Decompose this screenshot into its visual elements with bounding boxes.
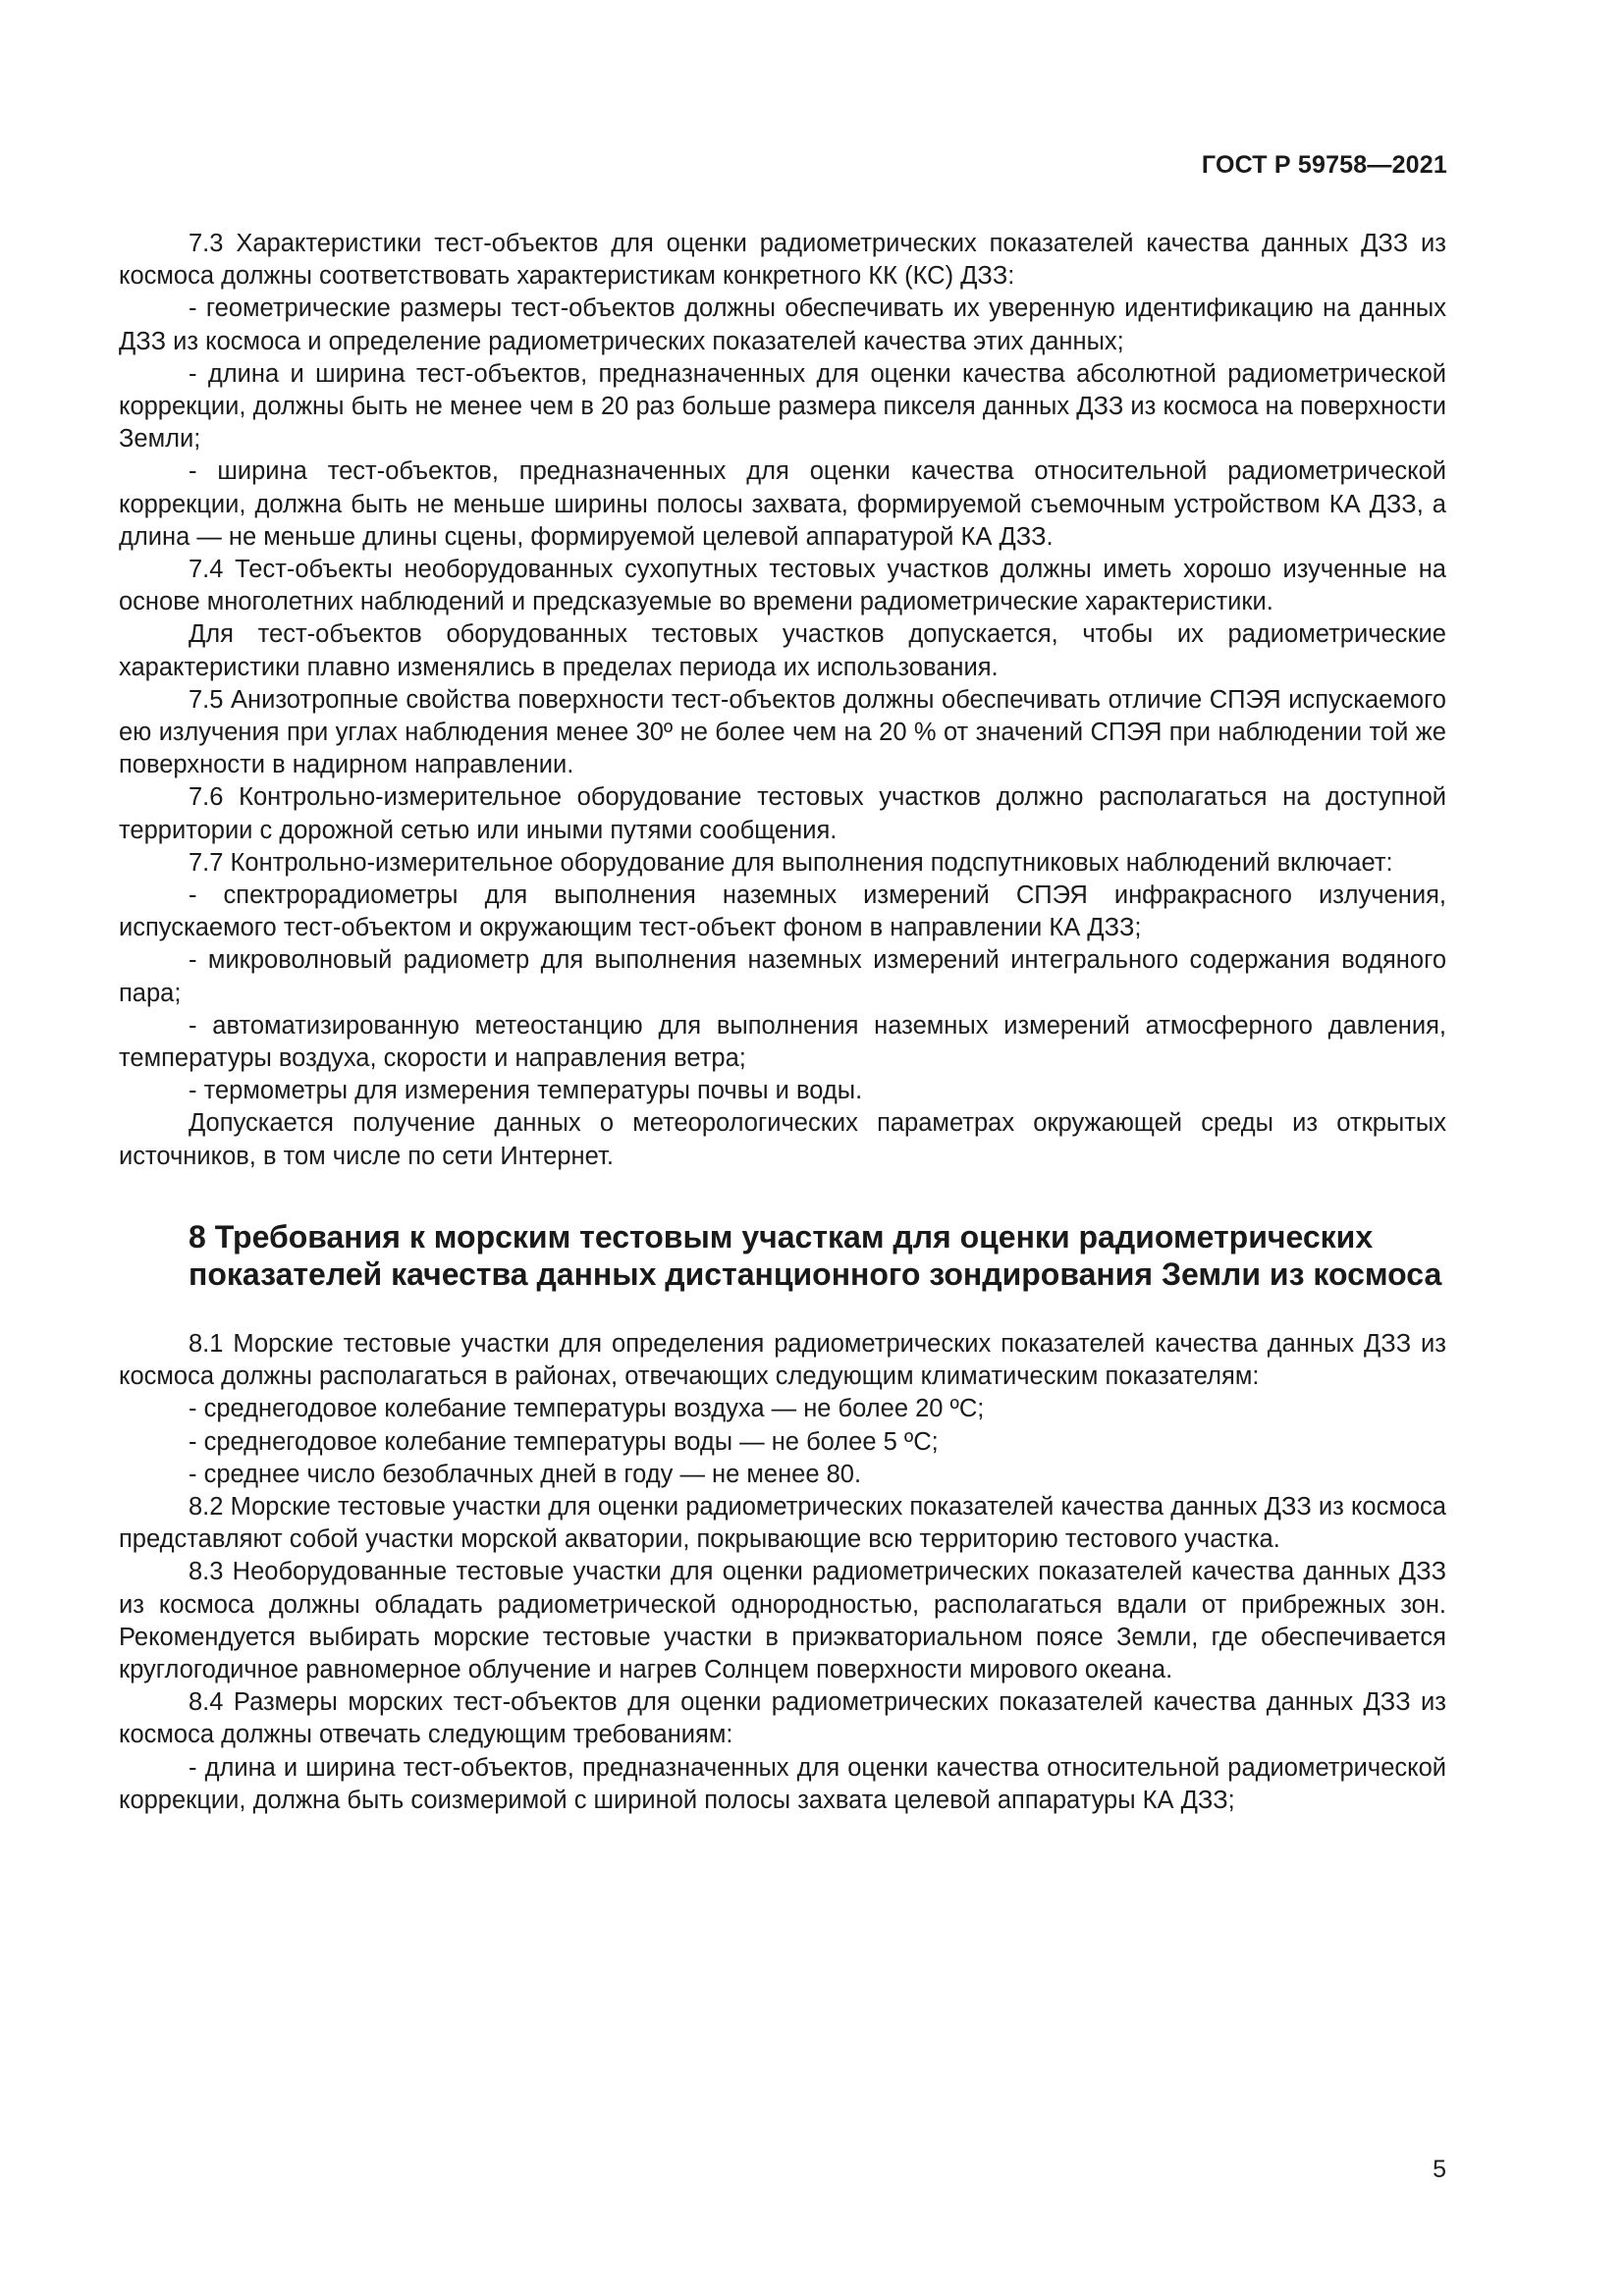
section-8-heading: 8 Требования к морским тестовым участкам для оценки радиометрических показателей качества данных дистанционного зондирования Земли из космоса <box>189 1218 1442 1292</box>
paragraph: 8.4 Размеры морских тест-объектов для оценки радиометрических показателей качества данных ДЗЗ из космоса должны отвечать следующим требованиям: <box>119 1688 1446 1749</box>
paragraph: 7.7 Контрольно-измерительное оборудование для выполнения подспутниковых наблюдений включает: <box>189 848 1393 877</box>
paragraph: 7.4 Тест-объекты необорудованных сухопутных тестовых участков должны иметь хорошо изученные на основе многолетних наблюдений и предсказуемые во времени радиометрические характеристики. <box>119 556 1446 616</box>
paragraph: - среднегодовое колебание температуры воздуха — не более 20 ºС; <box>189 1395 985 1423</box>
page-number: 5 <box>1433 2156 1446 2183</box>
paragraph: - среднегодовое колебание температуры воды — не более 5 ºС; <box>189 1427 939 1456</box>
document-body <box>119 228 1446 1817</box>
paragraph: - среднее число безоблачных дней в году — не менее 80. <box>189 1460 862 1488</box>
paragraph: - термометры для измерения температуры почвы и воды. <box>189 1077 863 1105</box>
paragraph: - длина и ширина тест-объектов, предназначенных для оценки качества абсолютной радиометрической коррекции, должны быть не менее чем в 20 раз больше размера пикселя данных ДЗЗ из космоса на поверхности Земли; <box>119 359 1446 454</box>
section-7 <box>119 228 1446 1173</box>
paragraph: - автоматизированную метеостанцию для выполнения наземных измерений атмосферного давления, температуры воздуха, скорости и направления ветра; <box>119 1011 1446 1073</box>
paragraph: - спектрорадиометры для выполнения наземных измерений СПЭЯ инфракрасного излучения, испускаемого тест-объектом и окружающим тест-объект фоном в направлении КА ДЗЗ; <box>119 881 1446 942</box>
paragraph: 8.1 Морские тестовые участки для определения радиометрических показателей качества данных ДЗЗ из космоса должны располагаться в районах, отвечающих следующим климатическим показателям: <box>119 1329 1446 1391</box>
paragraph: Допускается получение данных о метеорологических параметрах окружающей среды из открытых источников, в том числе по сети Интернет. <box>119 1109 1446 1170</box>
paragraph: - ширина тест-объектов, предназначенных для оценки качества относительной радиометрической коррекции, должна быть не меньше ширины полосы захвата, формируемой съемочным устройством КА ДЗЗ, а длина — не меньше длины сцены, формируемой целевой аппаратурой КА ДЗЗ. <box>119 457 1446 551</box>
paragraph: 8.2 Морские тестовые участки для оценки радиометрических показателей качества данных ДЗЗ из космоса представляют собой участки морской акватории, покрывающие всю территорию тестового участка. <box>119 1492 1446 1554</box>
paragraph: 7.5 Анизотропные свойства поверхности тест-объектов должны обеспечивать отличие СПЭЯ испускаемого ею излучения при углах наблюдения менее 30º не более чем на 20 % от значений СПЭЯ при наблюдении той же поверхности в надирном направлении. <box>119 685 1446 779</box>
paragraph: 7.3 Характеристики тест-объектов для оценки радиометрических показателей качества данных ДЗЗ из космоса должны соответствовать характеристикам конкретного КК (КС) ДЗЗ: <box>119 230 1446 291</box>
section-8 <box>119 1328 1446 1817</box>
paragraph: Для тест-объектов оборудованных тестовых участков допускается, чтобы их радиометрические характеристики плавно изменялись в пределах периода их использования. <box>119 620 1446 681</box>
paragraph: 8.3 Необорудованные тестовые участки для оценки радиометрических показателей качества данных ДЗЗ из космоса должны обладать радиометрической однородностью, располагаться вдали от прибрежных зон. Рекомендуется выбирать морские тестовые участки в приэкваториальном поясе Земли, где обеспечивается круглогодичное равномерное облучение и нагрев Солнцем поверхности мирового океана. <box>119 1558 1446 1683</box>
paragraph: - геометрические размеры тест-объектов должны обеспечивать их уверенную идентификацию на данных ДЗЗ из космоса и определение радиометрических показателей качества этих данных; <box>119 294 1446 355</box>
paragraph: - микроволновый радиометр для выполнения наземных измерений интегрального содержания водяного пара; <box>119 946 1446 1007</box>
paragraph: 7.6 Контрольно-измерительное оборудование тестовых участков должно располагаться на доступной территории с дорожной сетью или иными путями сообщения. <box>119 783 1446 844</box>
paragraph: - длина и ширина тест-объектов, предназначенных для оценки качества относительной радиометрической коррекции, должна быть соизмеримой с шириной полосы захвата целевой аппаратуры КА ДЗЗ; <box>119 1753 1446 1814</box>
document-header: ГОСТ Р 59758—2021 <box>1201 151 1447 179</box>
